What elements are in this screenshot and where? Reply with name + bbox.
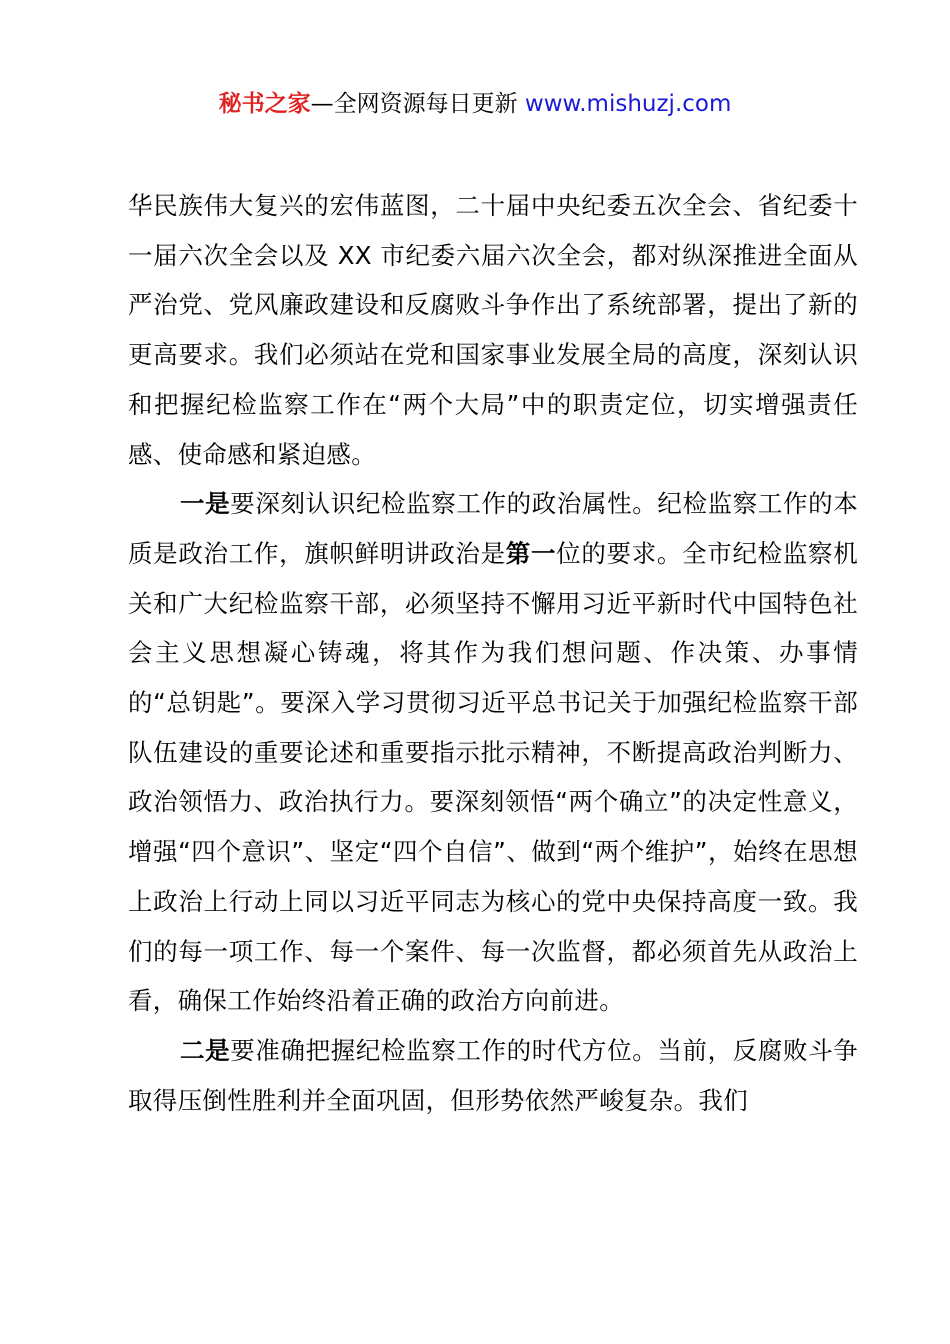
paragraph-point-one (128, 479, 858, 1026)
paragraph-point-two (128, 1026, 858, 1125)
point-one-text-b: 位的要求。全市纪检监察机关和广大纪检监察干部，必须坚持不懈用习近平新时代中国特色社会主义思想凝心铸魂，将其作为我们想问题、作决策、办事情的“总钥匙”。要深入学习贯彻习近平总书记关于加强纪检监察干部队伍建设的重要论述和重要指示批示精神，不断提高政治判断力、政治领悟力、政治执行力。要深刻领悟“两个确立”的决定性意义，增强“四个意识”、坚定“四个自信”、做到“两个维护”，始终在思想上政治上行动上同以习近平同志为核心的党中央保持高度一致。我们的每一项工作、每一个案件、每一次监督，都必须首先从政治上看，确保工作始终沿着正确的政治方向前进。 (128, 538, 858, 1016)
point-one-text-a: 要深刻认识纪检监察工作的政治属性。纪检监察工作的本质是政治工作，旗帜鲜明讲政治是 (128, 489, 858, 568)
point-two-text: 要准确把握纪检监察工作的时代方位。当前，反腐败斗争取得压倒性胜利并全面巩固，但形势依然严峻复杂。我们 (128, 1035, 858, 1115)
document-body (128, 181, 858, 1125)
brand-name: 秘书之家 (218, 91, 311, 117)
point-one-lead: 一是 (180, 489, 231, 519)
point-one-emphasis: 第一 (505, 538, 557, 568)
point-two-lead: 二是 (180, 1035, 231, 1065)
site-url-link[interactable]: www.mishuzj.com (524, 91, 732, 117)
site-header (0, 88, 950, 120)
paragraph-intro: 华民族伟大复兴的宏伟蓝图，二十届中央纪委五次全会、省纪委十一届六次全会以及 XX 市纪委六届六次全会，都对纵深推进全面从严治党、党风廉政建设和反腐败斗争作出了系统部署，提出了新的更高要求。我们必须站在党和国家事业发展全局的高度，深刻认识和把握纪检监察工作在“两个大局”中的职责定位，切实增强责任感、使命感和紧迫感。 (128, 191, 858, 469)
header-tagline: —全网资源每日更新 (310, 91, 525, 117)
